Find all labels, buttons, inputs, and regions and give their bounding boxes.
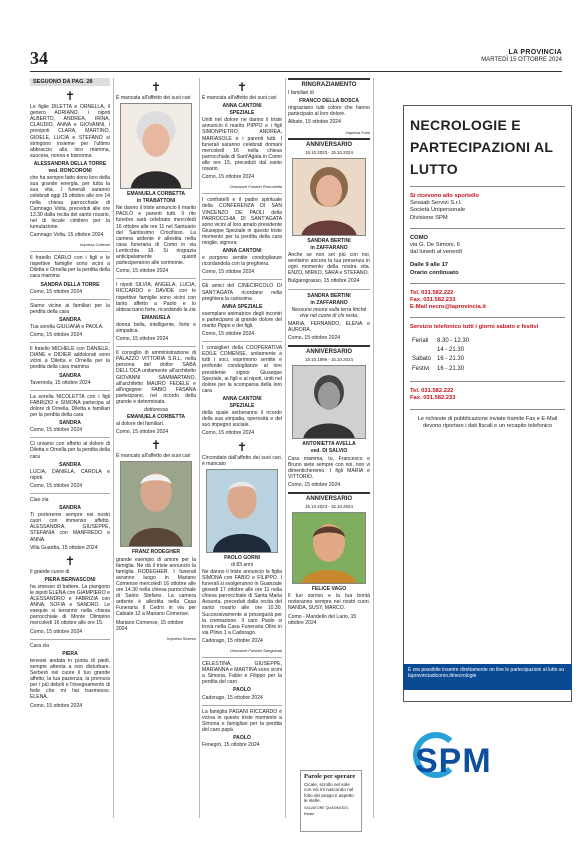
notice-text: Cara zia bbox=[30, 642, 49, 649]
notice-body: Il tuo sorriso e la tua bontà resteranno sempre nei nostri cuori. NANDA, SUSY, MARCO. bbox=[288, 593, 370, 612]
notice-date: Como - Mandello del Lario, 15 ottobre 2024 bbox=[288, 613, 357, 626]
man-portrait bbox=[207, 470, 277, 553]
deceased-name: PIERA bbox=[62, 650, 78, 657]
obituary-column-2 bbox=[116, 78, 196, 823]
man-portrait bbox=[121, 462, 191, 547]
deceased-name: ANTONIETTA AVELLA bbox=[302, 441, 356, 448]
deceased-name: PAOLO GORNI bbox=[224, 554, 260, 561]
office-days: dal lunedì al venerdì bbox=[410, 249, 463, 256]
notice-text: I confratelli e il padre spirituale della CONFERENZA DI SAN VINCENZO DE PAOLI della PARROCCHIA DI SANT'AGATA sono vicini al loro amato presidente Giuseppe Speziale in questo triste momento per la perdita della cara moglie, signora bbox=[202, 197, 282, 246]
notice-date: Como, 15 ottobre 2024 bbox=[30, 332, 83, 339]
cross-icon: ✝ bbox=[64, 553, 76, 568]
company-name: Sesaab Servizi S.r.l. bbox=[410, 200, 462, 207]
notice-body: grande esempio di amore per la famiglia. Ne dà il triste annuncio la famiglia RODEGHER. I funerali avranno luogo in Mariano Comense mercoledì 16 ottobre alle ore 14.30 nella chiesa parrocchiale di Santo Stefano. La camera ardente è allestita nella Casa Funeraria Il Cedro in via per Cabiate 12 a Mariano Comense. bbox=[116, 556, 196, 618]
notice-date: Cadorago, 15 ottobre 2024 bbox=[202, 694, 263, 701]
online-notice[interactable]: È ora possibile inserire direttamente on line le partecipazioni al lutto su laprovinciadicomo.it/necrologie bbox=[403, 664, 572, 690]
notice-date: Como, 15 ottobre 2024 bbox=[202, 331, 255, 338]
necrology-info-panel bbox=[403, 105, 572, 702]
phone: Tel. 031.582.222 bbox=[410, 289, 454, 296]
notice-body: ringraziano tutti coloro che hanno partecipato al loro dolore. bbox=[288, 105, 370, 118]
poem-box bbox=[300, 770, 362, 832]
notice-date: Como, 15 ottobre 2024 bbox=[116, 336, 169, 343]
funeral-home: Impresa Colleoni bbox=[79, 242, 110, 248]
notice-text: È mancata all'affetto dei suoi cari bbox=[116, 95, 191, 101]
deceased-name: PAOLO bbox=[233, 687, 251, 694]
funeral-home: Impresa Fumi bbox=[345, 129, 370, 135]
issue-date: MARTEDÌ 15 OTTOBRE 2024 bbox=[481, 57, 562, 63]
notice-text: Ciao zia bbox=[30, 496, 49, 503]
deceased-name: PIERA BERNASCONI bbox=[44, 576, 96, 583]
deceased-name: SANDRA bbox=[59, 461, 81, 468]
deceased-name: ANNA SPEZIALE bbox=[221, 303, 263, 310]
notice-date: Tavernola, 15 ottobre 2024 bbox=[30, 379, 91, 386]
deceased-subname: ved. DI SALVIO bbox=[310, 448, 348, 455]
notice-date: Como, 15 ottobre 2024 bbox=[288, 481, 341, 488]
deceased-subname: SPEZIALE bbox=[229, 403, 255, 410]
notice-date: Como, 15 ottobre 2024 bbox=[202, 430, 255, 437]
hours-value: 8.30 - 12.30 bbox=[437, 337, 470, 344]
deceased-name: EMANUELA CORBETTA bbox=[126, 414, 185, 421]
notice-text: Gli amici del CINECIRCOLO DI SANT'AGATA ricordano nella preghiera la carissima bbox=[202, 283, 282, 302]
woman-portrait bbox=[121, 104, 191, 189]
notice-text: CELESTINA, GIUSEPPE, MARIANNA e MARTINA sono vicini a Simona, Fabio e Filippo per la perdita del caro bbox=[202, 661, 282, 686]
notice-date: Fenegrò, 15 ottobre 2024 bbox=[202, 742, 260, 749]
weekend-service: Servizio telefonico tutti i giorni sabato e festivi bbox=[410, 324, 539, 331]
anniversary-heading: ANNIVERSARIO bbox=[288, 492, 370, 502]
notice-body: Ti porteremo sempre nei nostri cuori con immenso affetto. ALESSANDRA, GIUSEPPE, STEFANIA con MANFREDO e ANNA. bbox=[30, 512, 110, 543]
title-label: dottoressa bbox=[144, 407, 168, 413]
notice-body: Uniti nel dolore ne danno il triste annuncio il marito PIPPO e i figli SIMONPIETRO, ANDREA, MARIASOLE e i parenti tutti. I funerali saranno celebrati domani mercoledì 16 nella chiesa parrocchiale di Sant'Agata in Como alle ore 15, preceduti dal santo rosario. bbox=[202, 117, 282, 173]
notice-text: I nipoti SILVIA, ANGELA, LUCIA, RICCARDO e DAVIDE con le rispettive famiglie sono vicini con tanto affetto a Paolo e lo abbracciano forte, ricordando la zia bbox=[116, 282, 196, 313]
portrait-photo bbox=[120, 461, 192, 547]
notice-body: al dolore dei familiari. bbox=[116, 421, 165, 428]
notice-body: ha smesso di battere. La piangono le nipoti ELENA con GIAMPIERO e ALESSANDRO e FABRIZIA con ANNA, SOFIA e SANDRO. Le esequie si terranno nella chiesa parrocchiale di Monte Olimpino mercoledì 16 ottobre alle ore 15. bbox=[30, 583, 110, 627]
hours-label: Sabato bbox=[412, 356, 432, 363]
counter-info: Si ricevono allo sportello bbox=[410, 193, 479, 199]
anniversary-heading: ANNIVERSARIO bbox=[288, 138, 370, 148]
portrait-photo bbox=[120, 103, 192, 189]
notice-date: Como, 15 ottobre 2024 bbox=[288, 335, 341, 342]
notice-body: Ne danno il triste annuncio il marito PAOLO e parenti tutti. Il rito funebre sarà celebrato mercoledì 16 ottobre alle ore 11 nel Santuario del Santissimo Crocifisso. La camera ardente è allestita nella casa funeraria di Como in via Lenticchia 18. Si ringrazia anticipatamente quanti parteciperanno alle cerimonie. bbox=[116, 205, 196, 267]
deceased-name: SANDRA bbox=[59, 316, 81, 323]
funeral-home: Onoranze Funebri Sanguinati bbox=[229, 648, 282, 653]
page-number: 34 bbox=[30, 48, 48, 68]
deceased-subname: in ZAFFARANO bbox=[310, 299, 348, 306]
anniversary-range: 15.10.2023 - 15.10.2024 bbox=[305, 149, 353, 155]
office-hours-note: Orario continuato bbox=[410, 269, 459, 276]
email: E-Mail necro@laprovincia.it bbox=[410, 304, 486, 311]
portrait-photo bbox=[292, 158, 366, 236]
office-address: via G. De Simoni, 6 bbox=[410, 242, 460, 249]
deceased-name: ANNA CANTONI bbox=[222, 248, 262, 255]
notice-body: MARIA, FERNANDO, ELENA e AURORA. bbox=[288, 320, 370, 333]
notice-body: LUCIA, DANIELA, CAROLA e nipoti. bbox=[30, 468, 110, 481]
hours-table bbox=[410, 336, 475, 376]
notice-text: La sorella NICOLETTA con i figli FABRIZIO e SIMONA partecipa al dolore di Ornella, Diletta e familiari per la perdita della cara bbox=[30, 393, 110, 419]
notice-date: Mariano Comense, 15 ottobre 2024 bbox=[116, 619, 184, 632]
thanks-heading: RINGRAZIAMENTO bbox=[288, 78, 370, 88]
notice-date: Camnago Volta, 15 ottobre 2024 bbox=[30, 231, 104, 238]
deceased-name: ANNA CANTONI bbox=[222, 103, 262, 110]
deceased-name: PAOLO bbox=[233, 735, 251, 742]
notice-body: e porgono sentite condoglianze ricordandola con la preghiera. bbox=[202, 255, 282, 268]
anniversary-heading: ANNIVERSARIO bbox=[288, 345, 370, 355]
notice-date: Como, 15 ottobre 2024 bbox=[30, 482, 83, 489]
cross-icon: ✝ bbox=[236, 439, 248, 454]
hours-label: Festivi bbox=[412, 365, 430, 372]
newspaper-name: LA PROVINCIA bbox=[508, 49, 562, 56]
notice-text: Il fratello CARLO con i figli e le rispettive famiglie sono vicini a Diletta e Ornella per la perdita della cara mamma bbox=[30, 255, 110, 280]
cross-icon: ✝ bbox=[236, 80, 248, 94]
notice-body: che ha sempre fatto dono loro della sua grande energia, per tutta la sua vita. I funerali saranno celebrati oggi 15 ottobre alle ore 14 nella chiesa parrocchiale di Camnago Volta, preceduti alle ore 13.30 dalla recita del santo rosario, nel di locale cimitero per la tumulazione. bbox=[30, 175, 110, 230]
notice-date: Albate, 15 ottobre 2024 bbox=[288, 119, 341, 126]
office-hours: Dalle 9 alle 17 bbox=[410, 262, 449, 269]
funeral-home: Onoranze Funebri Roncoletta bbox=[229, 184, 282, 190]
submission-note: Le richieste di pubblicazione inviate tramite Fax e E-Mail devono riportare i dati fiscali e un recapito telefonico bbox=[417, 415, 558, 429]
poem-text: Cicale, scrollo nel sole con voi mi nascondo nel folto dei pioppi e aspetto le stelle. bbox=[304, 781, 354, 804]
woman-portrait bbox=[293, 366, 365, 439]
hours-value: 16 - 21.30 bbox=[437, 356, 465, 363]
hours-value: 16 - 21.30 bbox=[437, 365, 465, 372]
notice-text: Il consiglio di amministrazione di PALAZZO VITTORIA S.R.L. nella persona del dottor SABA DELL'OCA unitamente all'architetto GIOVANNI SAMMARTANO, all'architetto MAURO FEDELE e all'ingegner FABIO FASANA partecipano, nel ricordo della grande e determinata bbox=[116, 350, 196, 405]
deceased-name: SANDRA bbox=[59, 372, 81, 379]
page-header bbox=[30, 42, 562, 72]
hours-label: Feriali bbox=[412, 337, 429, 344]
notice-date: Cadorago, 15 ottobre 2024 bbox=[202, 637, 263, 644]
notice-text: La famiglia PAGANI RICCARDO è vicina in questo triste momento a Simona e famigliari per la perdita del caro papà bbox=[202, 708, 282, 733]
company-division: Divisione SPM bbox=[410, 214, 448, 221]
woman-portrait bbox=[293, 159, 365, 236]
obituary-column-4 bbox=[288, 78, 370, 823]
fax: Fax. 031.582.233 bbox=[410, 297, 456, 304]
portrait-photo bbox=[292, 365, 366, 439]
notice-body: Anche se non sei più con noi, sentiamo ancora la tua presenza in ogni momento della nostra vita. ENZO, MIRKO, SARA e STEFANO. bbox=[288, 252, 370, 277]
notice-text: Le figlie DILETTA e ORNELLA, il genero ADRIANO, i nipoti ALBERTO, ANDREA, IRINA, CLAUDIO, ANNA e GIOVANNI, i pronipoti CLARA, MARTINO, GIOELE, LUCIA e STEFANO si stringono insieme per l'ultimo abbraccio alla loro mamma, suocera, nonna e bisnonna bbox=[30, 104, 110, 159]
poem-author: SALVATORE QUASIMODO, Estate bbox=[304, 805, 350, 816]
notice-text: È mancato all'affetto dei suoi cari bbox=[116, 453, 191, 460]
notice-date: Como, 15 ottobre 2024 bbox=[116, 268, 169, 275]
deceased-name: SANDRA BERTINI bbox=[307, 292, 351, 299]
deceased-name: ANNA CANTONI bbox=[222, 395, 262, 402]
deceased-subname: in TRABATTONI bbox=[136, 198, 176, 205]
notice-body: donna bella, intelligente, forte e simpatica. bbox=[116, 321, 196, 334]
notice-date: Bulgarograsso, 15 ottobre 2024 bbox=[288, 278, 360, 285]
portrait-photo bbox=[206, 469, 278, 553]
notice-date: Como, 15 ottobre 2024 bbox=[30, 427, 83, 434]
notice-date: Como, 15 ottobre 2024 bbox=[116, 429, 169, 436]
deceased-subname: ved. RONCORONI bbox=[48, 168, 92, 175]
notice-text: È mancata all'affetto dei suoi cari bbox=[202, 95, 277, 101]
notice-date: Como, 15 ottobre 2024 bbox=[30, 628, 83, 635]
company-type: Società Unipersonale bbox=[410, 207, 466, 214]
cross-icon: ✝ bbox=[64, 89, 76, 104]
poem-title: Parole per sperare bbox=[304, 773, 356, 780]
deceased-name: SANDRA bbox=[59, 420, 81, 427]
deceased-name: ALESSANDRA DELLA TORRE bbox=[33, 160, 107, 167]
obituary-column-1 bbox=[30, 78, 110, 820]
office-city: COMO bbox=[410, 234, 429, 241]
deceased-age: di 83 anni bbox=[230, 561, 254, 568]
notice-text: Il grande cuore di bbox=[30, 568, 70, 575]
cross-icon: ✝ bbox=[150, 438, 162, 453]
man-portrait bbox=[293, 513, 365, 584]
deceased-name: EMANUELA CORBETTA bbox=[126, 191, 185, 198]
notice-text: I consiglieri della COOPERATIVA EDILE COMENSE, unitamente a tutti i soci, esprimono sentite e profonde condoglianze al loro presidente signor Giuseppe Speziale, ai figli e ai nipoti, uniti nel dolore per la scomparsa della loro cara bbox=[202, 345, 282, 394]
notice-date: Como, 15 ottobre 2024 bbox=[202, 269, 255, 276]
notice-date: Como, 15 ottobre 2024 bbox=[202, 174, 255, 181]
funeral-home: Impresa Seveso bbox=[167, 635, 196, 641]
deceased-name: FELICE VAGO bbox=[311, 586, 347, 593]
notice-body: esemplare animatrice degli incontri e partecipano al grande dolore del marito Pippo e dei figli. bbox=[202, 310, 282, 329]
notice-text: Circondato dall'affetto dei suoi cari, è mancato bbox=[202, 454, 282, 467]
phone: Tel. 031.582.222 bbox=[410, 388, 454, 395]
cross-icon: ✝ bbox=[150, 80, 162, 94]
deceased-name: SANDRA bbox=[59, 505, 81, 512]
hours-value: 14 - 21.30 bbox=[437, 347, 465, 354]
anniversary-range: 15.10.2023 - 15.10.2024 bbox=[305, 504, 353, 510]
continued-label: SEGUONO DA PAG. 28 bbox=[30, 78, 110, 86]
deceased-subname: in ZAFFARANO bbox=[310, 244, 348, 251]
deceased-name: FRANCO DELLA BOSCA bbox=[299, 98, 359, 105]
notice-text: Il fratello MICHELE con DANIELE, DIANE e DIDIER addolorati sono vicini a Diletta e Ornella per la perdita della cara mamma bbox=[30, 346, 110, 371]
anniversary-range: 15.10.1999 - 15.10.2024 bbox=[305, 357, 353, 363]
fax: Fax. 031.582.233 bbox=[410, 395, 456, 402]
notice-body: della quale serberanno il ricordo della sua simpatia, operosità e del suo impegno sociale. bbox=[202, 410, 282, 429]
notice-text: I familiari di bbox=[288, 90, 314, 97]
notice-body: Ne danno il triste annuncio la figlia SIMONA con FABIO e FILIPPO. I funerali si svolgeranno in Guanzate giovedì 17 ottobre alle ore 11 nella chiesa parrocchiale di Santa Maria Assunta, preceduti dalla recita del santo rosario alle ore 10.30. Successivamente si proseguirà per la cremazione. Il caro Paolo si trova nella Casa Funeraria Oltre in via Plinio 1 a Cadorago. bbox=[202, 568, 282, 636]
notice-date: Como, 15 ottobre 2024 bbox=[30, 288, 83, 295]
notice-body: tenesei andata in punta di piedi, sempre attenta a non disturbare. Serberò nel cuore il tuo grande affetto, la tua pazienza, la premura per i più deboli e l'insegnamento di fede che mi hai trasmesso. ELENA. bbox=[30, 657, 110, 701]
notice-quote: Nessuno muore sulla terra finché vive nel cuore di chi resta. bbox=[291, 306, 367, 319]
notice-body: Tua sorella GIULIANA e PAOLA. bbox=[30, 324, 104, 330]
deceased-name: SANDRA DELLA TORRE bbox=[40, 281, 100, 288]
notice-text: Siamo vicine ai familiari per la perdita della cara bbox=[30, 302, 110, 315]
deceased-name: SANDRA BERTINI bbox=[307, 237, 351, 244]
masthead bbox=[481, 49, 562, 64]
deceased-subname: SPEZIALE bbox=[229, 110, 255, 117]
obituary-column-3 bbox=[202, 78, 282, 823]
notice-date: Villa Guardia, 15 ottobre 2024 bbox=[30, 544, 98, 551]
notice-text: Ci uniamo con affetto al dolore di Diletta e Ornella per la perdita della cara bbox=[30, 441, 110, 460]
notice-date: Como, 15 ottobre 2024 bbox=[30, 702, 83, 709]
spm-logo: SPM bbox=[415, 742, 492, 780]
notice-body: Cara mamma, tu, Francesco e Bruno siete sempre con noi, non vi dimenticheremo. I figli MARIA e VITTORIO. bbox=[288, 455, 370, 480]
panel-title: NECROLOGIE E PARTECIPAZIONI AL LUTTO bbox=[410, 117, 554, 177]
deceased-name: FRANZ RODEGHER bbox=[131, 549, 181, 556]
portrait-photo bbox=[292, 512, 366, 584]
deceased-name: EMANUELA bbox=[141, 314, 171, 321]
